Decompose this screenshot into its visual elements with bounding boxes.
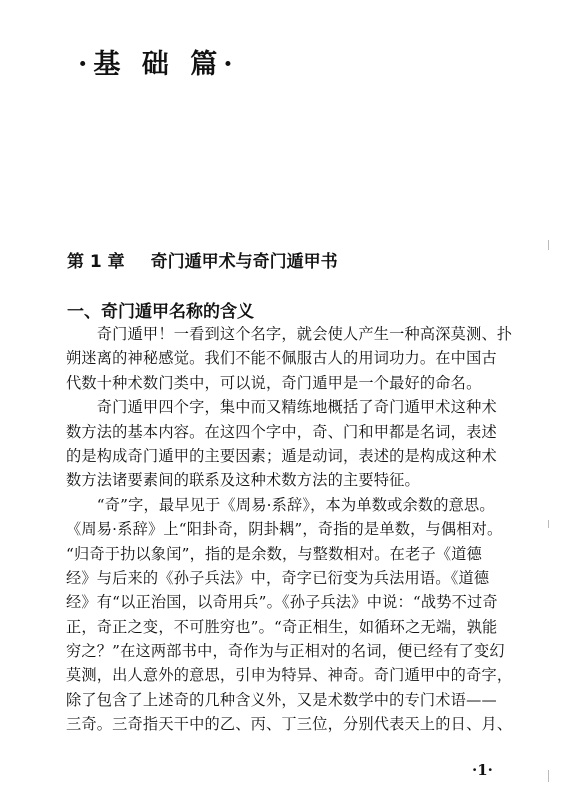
- chapter-heading: [67, 247, 338, 272]
- body-line: 经》有“以正治国，以奇用兵”。《孙子兵法》中说：“战势不过奇: [66, 593, 498, 612]
- body-line: 除了包含了上述奇的几种含义外，又是术数学中的专门术语——: [66, 690, 497, 709]
- scan-edge-mark: [548, 520, 549, 528]
- body-line: 经》与后来的《孙子兵法》中，奇字已衍变为兵法用语。《道德: [66, 568, 490, 587]
- scan-edge-mark: [548, 240, 549, 250]
- body-line: 的是构成奇门遁甲的主要因素；遁是动词，表述的是构成这种术: [66, 446, 497, 465]
- body-line: 莫测，出人意外的意思，引申为特异、神奇。奇门遁甲中的奇字，: [66, 666, 513, 685]
- body-line: 三奇。三奇指天干中的乙、丙、丁三位，分别代表天上的日、月、: [66, 715, 513, 734]
- body-text: [66, 322, 534, 737]
- body-line: 奇门遁甲四个字，集中而又精练地概括了奇门遁甲术这种术: [66, 398, 497, 417]
- scan-edge-mark: [548, 770, 549, 782]
- body-line: 数方法诸要素间的联系及这种术数方法的主要特征。: [66, 471, 420, 490]
- chapter-number: 第 1 章: [67, 252, 125, 272]
- body-line: “归奇于扐以象闰”，指的是余数，与整数相对。在老子《道德: [66, 544, 483, 563]
- body-line: 穷之？”在这两部书中，奇作为与正相对的名词，便已经有了变幻: [66, 642, 505, 661]
- body-line: 朔迷离的神秘感觉。我们不能不佩服古人的用词功力。在中国古: [66, 349, 497, 368]
- body-line: 正，奇正之变，不可胜穷也”。“奇正相生，如循环之无端，孰能: [66, 617, 498, 636]
- body-line: 《周易·系辞》上“阳卦奇，阴卦耦”，奇指的是单数，与偶相对。: [66, 520, 503, 539]
- body-line: 奇门遁甲！一看到这个名字，就会使人产生一种高深莫测、扑: [66, 325, 513, 343]
- part-title: ·基 础 篇·: [78, 49, 239, 80]
- chapter-title: 奇门遁甲术与奇门遁甲书: [150, 252, 338, 272]
- page-number: ·1·: [472, 761, 493, 779]
- body-line: 数方法的基本内容。在这四个字中，奇、门和甲都是名词，表述: [66, 422, 497, 441]
- section-title: 一、奇门遁甲名称的含义: [67, 302, 254, 322]
- body-line: 代数十种术数门类中，可以说，奇门遁甲是一个最好的命名。: [66, 373, 482, 392]
- body-line: “奇”字，最早见于《周易·系辞》，本为单数或余数的意思。: [66, 495, 495, 514]
